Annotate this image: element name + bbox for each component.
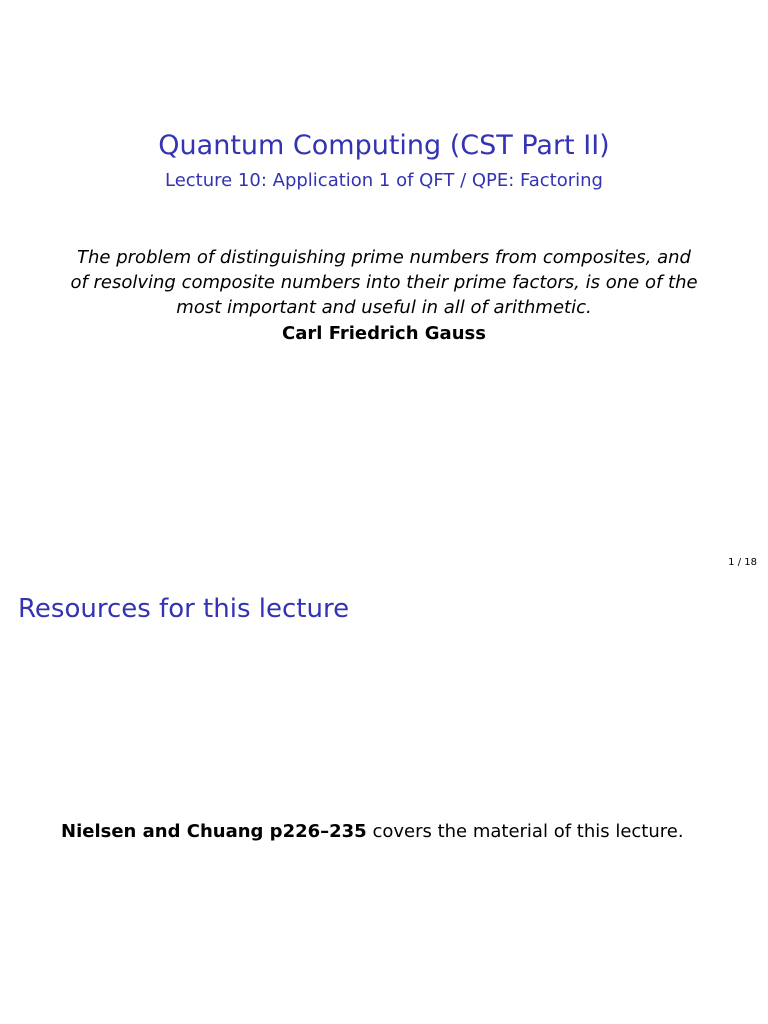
page-number: 1 / 18: [728, 557, 757, 568]
resource-paragraph: [61, 819, 684, 845]
lecture-title: Quantum Computing (CST Part II): [158, 130, 610, 161]
frame-title: Resources for this lecture: [18, 594, 350, 624]
gauss-quote: [0, 245, 768, 320]
reference-description: covers the material of this lecture.: [366, 821, 684, 842]
lecture-subtitle: Lecture 10: Application 1 of QFT / QPE: Factoring: [164, 170, 603, 191]
slide-2: [0, 576, 768, 1024]
quote-line-1: The problem of distinguishing prime numbers from composites, and: [77, 247, 691, 268]
book-reference: Nielsen and Chuang p226–235: [61, 821, 367, 842]
quote-author: Carl Friedrich Gauss: [282, 323, 486, 344]
quote-line-2: of resolving composite numbers into their prime factors, is one of the: [70, 272, 698, 293]
quote-line-3: most important and useful in all of arithmetic.: [176, 297, 592, 318]
